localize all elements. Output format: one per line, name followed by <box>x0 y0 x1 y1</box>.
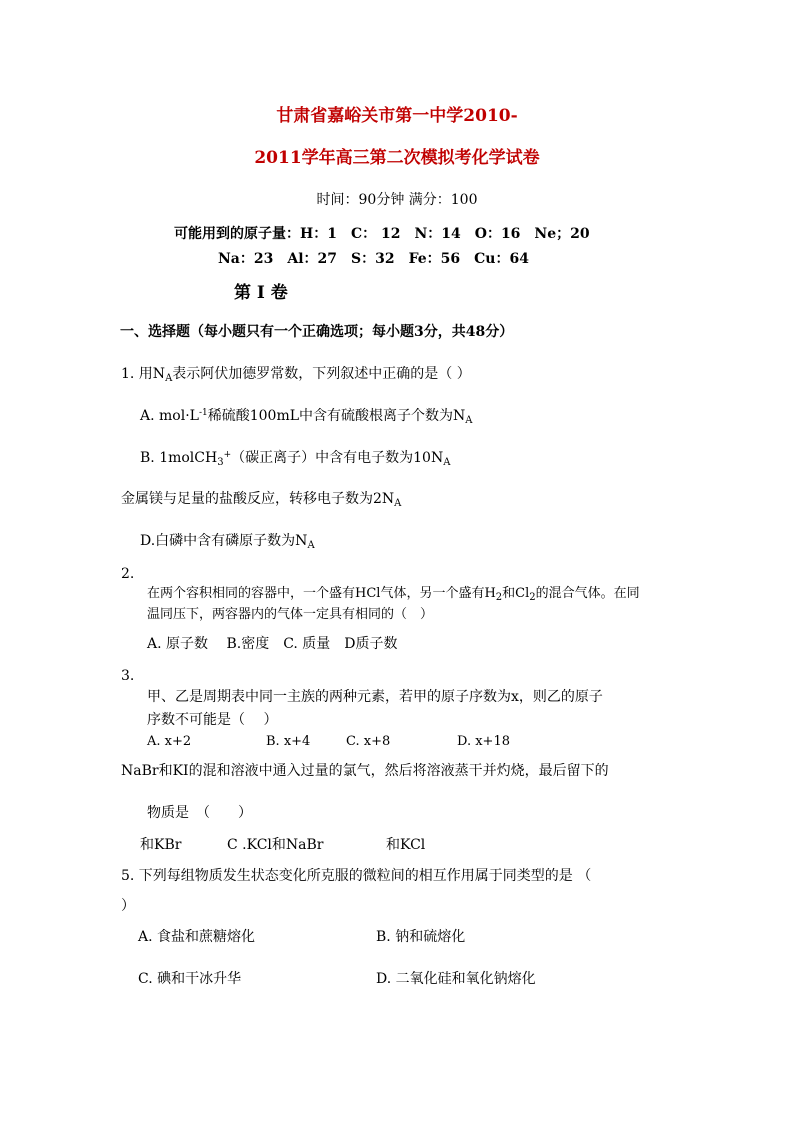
q4-option-1: 和KBr <box>140 837 182 853</box>
q1-d-sub: A <box>307 540 315 551</box>
q4-stem-2: 物质是 （ ） <box>147 805 252 821</box>
q5-option-b: B. 钠和硫熔化 <box>376 929 466 945</box>
q4-stem-1: NaBr和KI的混和溶液中通入过量的氯气，然后将溶液蒸干并灼烧，最后留下的 <box>121 763 609 779</box>
q2-stem-text: 在两个容积相同的容器中，一个盛有HCl气体，另一个盛有H <box>147 586 496 601</box>
q1-a-text: A. mol·L <box>140 408 199 424</box>
q1-b-sub-1: 3 <box>217 457 224 468</box>
q1-b-text: B. 1molCH <box>140 450 218 466</box>
q2-stem-text-2: 和Cl <box>502 586 530 601</box>
q2-options: A. 原子数 B.密度 C. 质量 D质子数 <box>147 636 398 652</box>
q1-stem-text-2: 表示阿伏加德罗常数，下列叙述中正确的是（ ） <box>172 366 471 382</box>
q5-option-a: A. 食盐和蔗糖熔化 <box>138 929 256 945</box>
q5-option-c: C. 碘和干冰升华 <box>138 971 242 987</box>
q2-stem-sub-2: 2 <box>529 592 536 603</box>
q1-stem <box>121 364 471 384</box>
q1-option-b <box>140 448 450 468</box>
title-line-1: 甘肃省嘉峪关市第一中学2010- <box>276 106 518 126</box>
q2-stem-2: 温同压下，两容器内的气体一定具有相同的（ ） <box>147 607 434 622</box>
atomic-mass-line-1: 可能用到的原子量：H：1 C： 12 N：14 O：16 Ne；20 <box>174 226 590 242</box>
q2-stem-text-3: 的混合气体。在同 <box>535 586 640 601</box>
q1-a-text-2: 稀硫酸100mL中含有硫酸根离子个数为N <box>207 408 466 424</box>
q3-stem-1: 甲、乙是周期表中同一主族的两种元素，若甲的原子序数为x，则乙的原子 <box>147 689 603 705</box>
time-info: 时间：90分钟 满分：100 <box>316 192 478 208</box>
q1-c-text: 金属镁与足量的盐酸反应，转移电子数为2N <box>121 491 395 507</box>
volume-title: 第 I 卷 <box>234 283 288 303</box>
q4-option-3: 和KCl <box>386 837 426 853</box>
q1-stem-sub: A <box>165 373 173 384</box>
q2-stem-sub-1: 2 <box>495 592 503 603</box>
q4-option-2: C .KCl和NaBr <box>227 837 324 853</box>
q1-b-sub-2: A <box>443 457 451 468</box>
atomic-mass-line-2: Na：23 Al：27 S：32 Fe：56 Cu：64 <box>218 251 529 267</box>
q2-number: 2. <box>121 566 135 582</box>
q2-stem-1 <box>147 584 640 604</box>
q1-a-sup: -1 <box>198 408 208 418</box>
q5-stem-1: 5. 下列每组物质发生状态变化所克服的微粒间的相互作用属于同类型的是 （ <box>121 868 592 884</box>
q1-b-sup: + <box>223 450 232 460</box>
q1-b-text-2: （碳正离子）中含有电子数为10N <box>231 450 444 466</box>
q1-stem-text: 1. 用N <box>121 366 166 382</box>
q3-option-c: C. x+8 <box>346 734 391 749</box>
q5-option-d: D. 二氧化硅和氧化钠熔化 <box>376 971 536 987</box>
q3-option-b: B. x+4 <box>266 734 311 749</box>
q3-option-d: D. x+18 <box>457 734 510 749</box>
part-title: 一、选择题（每小题只有一个正确选项；每小题3分，共48分） <box>120 324 514 340</box>
q1-option-d <box>140 531 315 551</box>
q1-c-sub: A <box>394 498 402 509</box>
q5-stem-2: ） <box>121 898 135 914</box>
q1-option-c <box>121 489 401 509</box>
q3-option-a: A. x+2 <box>147 734 192 749</box>
q3-stem-2: 序数不可能是（ ） <box>147 712 278 728</box>
title-line-2: 2011学年高三第二次模拟考化学试卷 <box>254 148 540 168</box>
q3-number: 3. <box>121 668 135 684</box>
q1-d-text: D.白磷中含有磷原子数为N <box>140 533 308 549</box>
q1-option-a <box>140 406 473 426</box>
q1-a-sub: A <box>465 415 473 426</box>
